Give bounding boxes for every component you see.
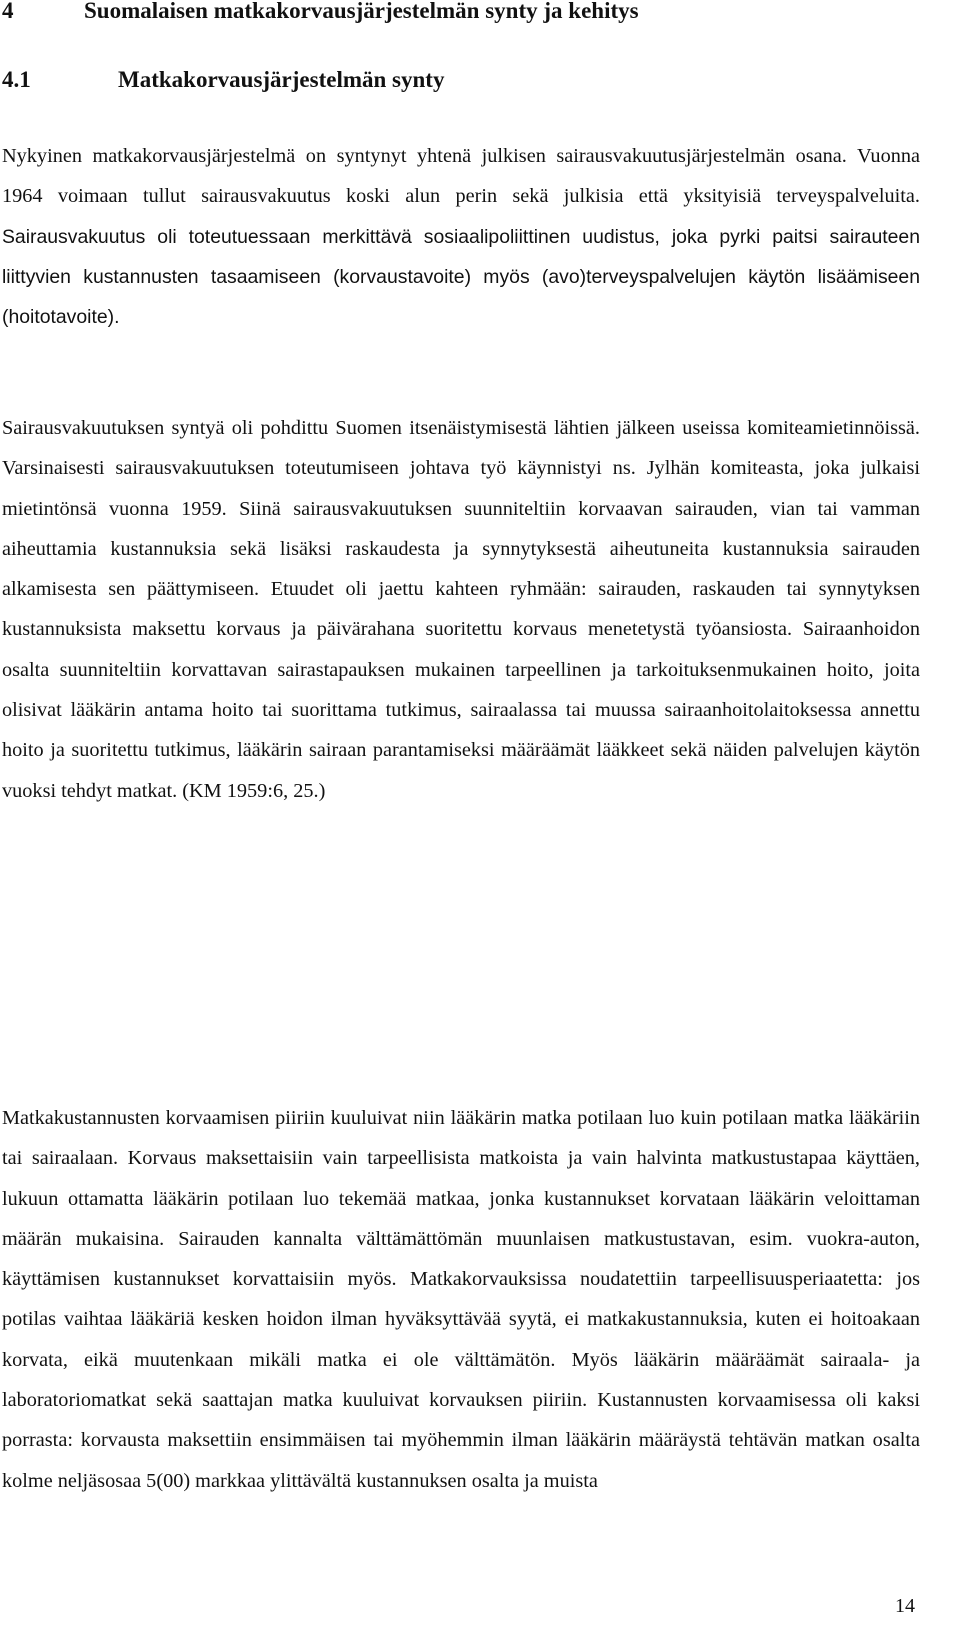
section-number: 4.1 bbox=[2, 67, 31, 92]
paragraph-1-sentence-1: Nykyinen matkakorvausjärjestelmä on syntynyt yhtenä julkisen sairausvakuutusjärjestelmän osana. bbox=[2, 145, 847, 167]
section-title: Matkakorvausjärjestelmän synty bbox=[118, 67, 445, 92]
chapter-title: Suomalaisen matkakorvausjärjestelmän synty ja kehitys bbox=[84, 0, 639, 23]
chapter-heading bbox=[2, 0, 639, 25]
chapter-number: 4 bbox=[2, 0, 14, 23]
paragraph-1 bbox=[2, 136, 920, 337]
paragraph-1-sentence-2: Vuonna 1964 voimaan tullut sairausvakuutus koski alun perin sekä julkisia että yksityisiä terveyspalveluita. bbox=[2, 145, 920, 208]
paragraph-2: Sairausvakuutuksen syntyä oli pohdittu Suomen itsenäistymisestä lähtien jälkeen useissa komiteamietinnöissä. Varsinaisesti sairausvakuutuksen toteutumiseen johtava työ käynnistyi ns. Jylhän komiteasta, joka julkaisi mietintönsä vuonna 1959. Siinä sairausvakuutuksen suunniteltiin korvaavan sairauden, vian tai vamman aiheuttamia kustannuksia sekä lisäksi raskaudesta ja synnytyksestä aiheutuneita kustannuksia sairauden alkamisesta sen päättymiseen. Etuudet oli jaettu kahteen ryhmään: sairauden, raskauden tai synnytyksen kustannuksista maksettu korvaus ja päivärahana suoritettu korvaus menetetystä työansiosta. Sairaanhoidon osalta suunniteltiin korvattavan sairastapauksen mukainen tarpeellinen ja tarkoituksenmukainen hoito, joita olisivat lääkärin antama hoito tai suorittama tutkimus, sairaalassa tai muussa sairaanhoitolaitoksessa annettu hoito ja suoritettu tutkimus, lääkärin sairaan parantamiseksi määräämät lääkkeet sekä näiden palvelujen käytön vuoksi tehdyt matkat. (KM 1959:6, 25.) bbox=[2, 417, 920, 802]
paragraph-3: Matkakustannusten korvaamisen piiriin kuuluivat niin lääkärin matka potilaan luo kuin potilaan matka lääkäriin tai sairaalaan. Korvaus maksettaisiin vain tarpeellisista matkoista ja vain halvinta matkustustapaa käyttäen, lukuun ottamatta lääkärin potilaan luo tekemää matkaa, jonka kustannukset korvataan lääkärin veloittaman määrän mukaisina. Sairauden kannalta välttämättömän muunlaisen matkustustavan, esim. vuokra-auton, käyttämisen kustannukset korvattaisiin myös. Matkakorvauksissa noudatettiin tarpeellisuusperiaatetta: jos potilas vaihtaa lääkäriä kesken hoidon ilman hyväksyttävää syytä, ei matkakustannuksia, kuten ei hoitoakaan korvata, eikä muutenkaan mikäli matka ei ole välttämätön. Myös lääkärin määräämät sairaala- ja laboratoriomatkat sekä saattajan matka kuuluivat korvauksen piiriin. Kustannusten korvaamisessa oli kaksi porrasta: korvausta maksettiin ensimmäisen tai myöhemmin ilman lääkärin määräystä tehtävän matkan osalta kolme neljäsosaa 5(00) markkaa ylittävältä kustannuksen osalta ja muista bbox=[2, 1107, 920, 1492]
section-heading bbox=[2, 66, 444, 94]
page-number: 14 bbox=[895, 1595, 915, 1617]
paragraph-1-sentence-3: Sairausvakuutus oli toteutuessaan merkittävä sosiaalipoliittinen uudistus, joka pyrki paitsi sairauteen liittyvien kustannusten tasaamiseen (korvaustavoite) myös (avo)terveyspalvelujen käytön lisäämiseen (hoitotavoite). bbox=[2, 225, 920, 329]
